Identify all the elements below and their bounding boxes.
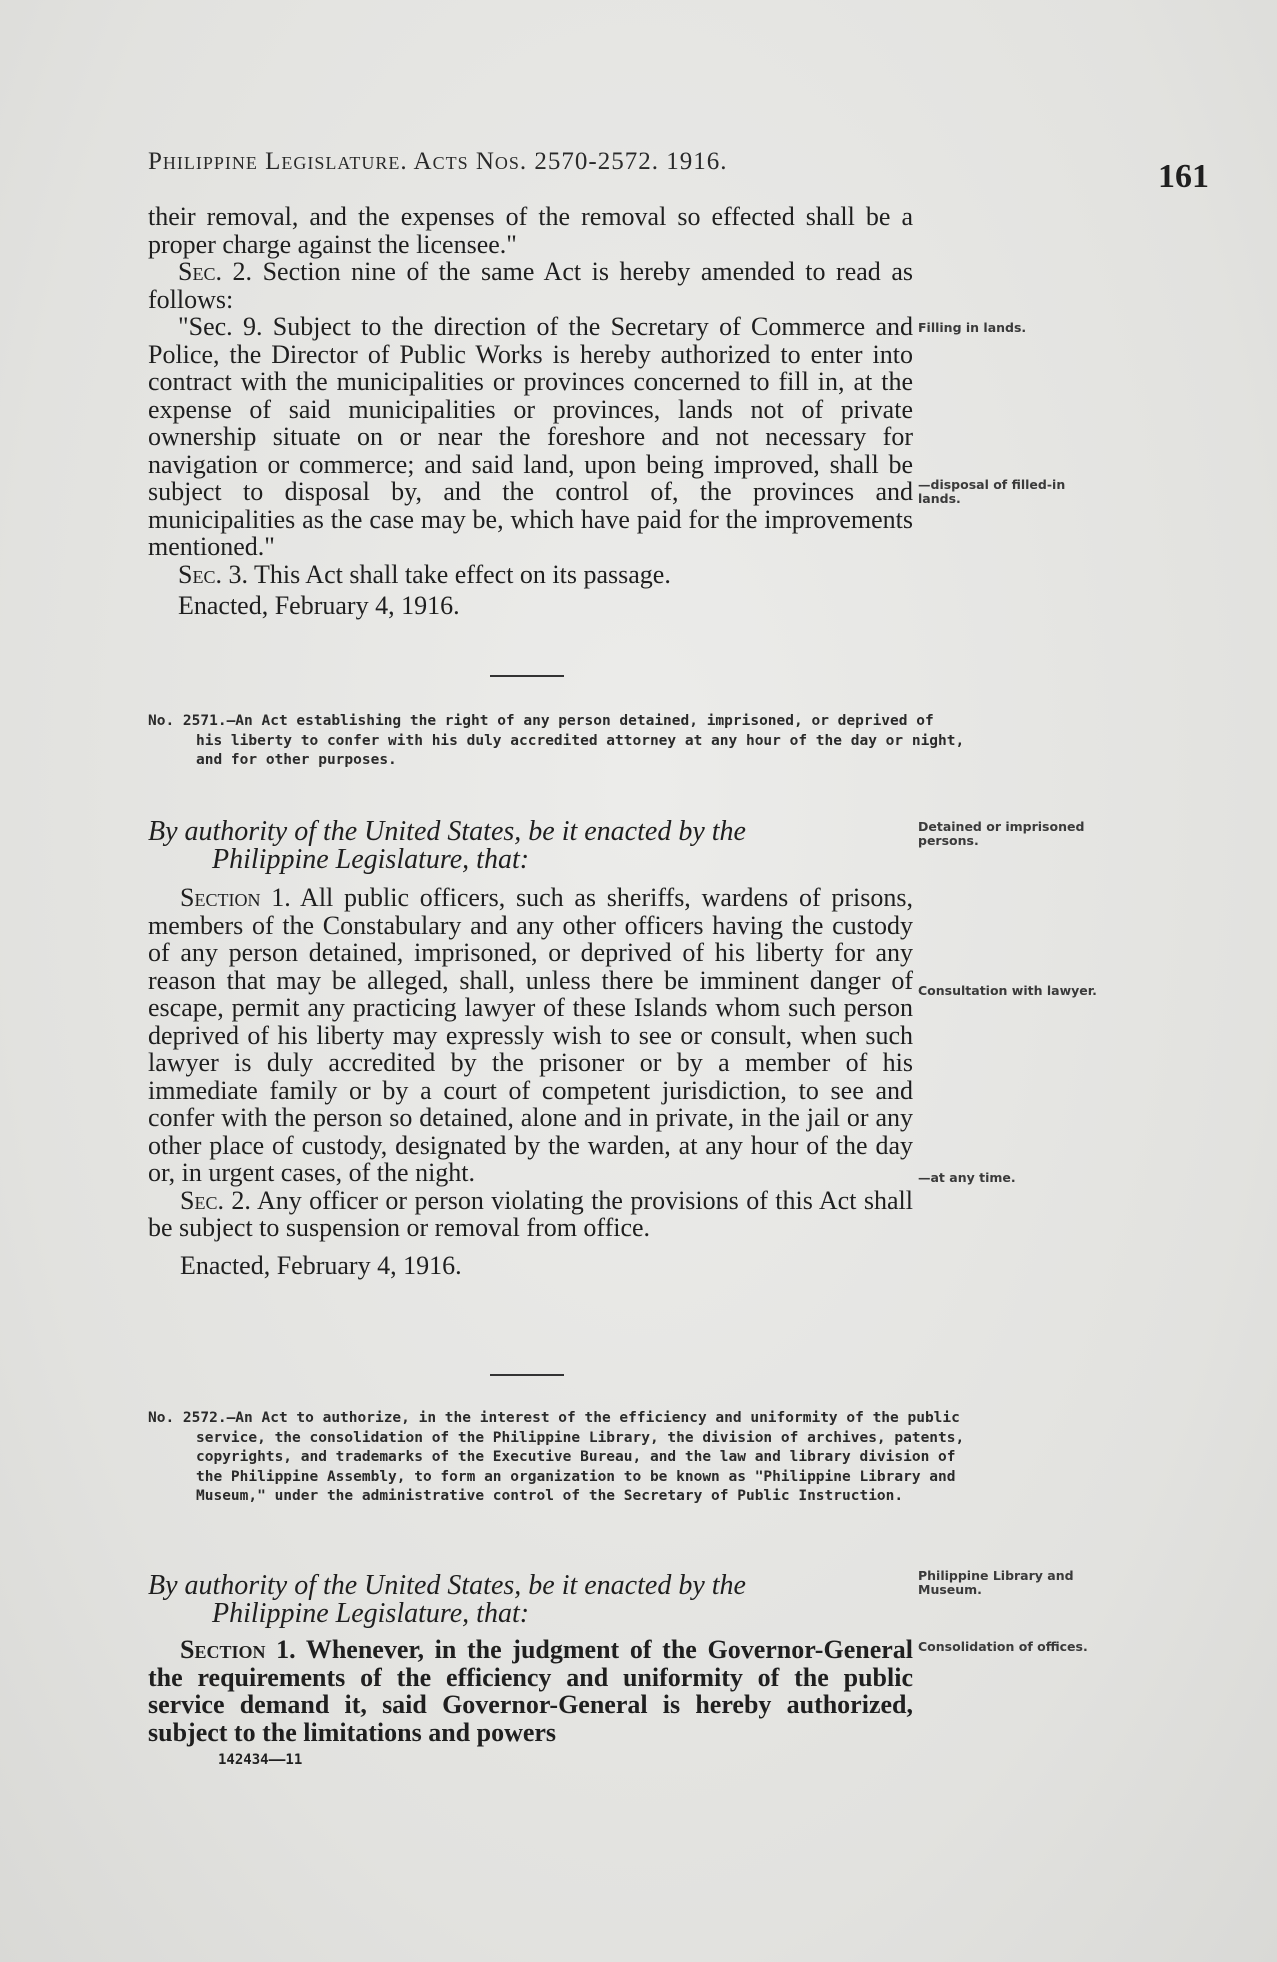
running-head: Philippine Legislature. Acts Nos. 2570-2572. 1916. bbox=[148, 148, 728, 175]
act-summary: No. 2572.—An Act to authorize, in the interest of the efficiency and uniformity of the public service, the consolidation of the Philippine Library, the division of archives, patents, copyrights, and trademarks of the Executive Bureau, and the law and library division of the Philippine Assembly, to form an organization to be known as "Philippine Library and Museum," under the administrative control of the Secretary of Public Instruction. bbox=[148, 1410, 965, 1504]
enacting-line: Philippine Legislature, that: bbox=[212, 1598, 530, 1629]
section-divider bbox=[490, 1374, 564, 1376]
paragraph bbox=[148, 884, 913, 1187]
section-label: Sec. 3. bbox=[178, 559, 248, 589]
enacted-date: Enacted, February 4, 1916. bbox=[180, 1250, 462, 1280]
section-label: Sec. 2. bbox=[178, 257, 253, 286]
act-summary: No. 2571.—An Act establishing the right of any person detained, imprisoned, or deprived of his liberty to confer with his duly accredited attorney at any hour of the day or night, and for other purposes. bbox=[148, 713, 965, 768]
margin-note: Consolidation of offices. bbox=[918, 1639, 1088, 1654]
act-2570-body bbox=[148, 203, 913, 620]
section-text: All public officers, such as sheriffs, wardens of prisons, members of the Constabulary and any other officers having the custody of any person detained, imprisoned, or deprived of his liberty for any reason that may be alleged, shall, unless there be imminent danger of escape, permit any practicing lawyer of these Islands whom such person deprived of his liberty may expressly wish to see or consult, when such lawyer is duly accredited by the prisoner or by a member of his immediate family or by a court of competent jurisdiction, to see and confer with the person so detained, alone and in private, in the jail or any other place of custody, designated by the warden, at any hour of the day or, in urgent cases, of the night. bbox=[148, 883, 914, 1187]
margin-note: —disposal of filled-in lands. bbox=[918, 477, 1066, 506]
section-text: Whenever, in the judgment of the Governor-General the requirements of the efficiency and uniformity of the public service demand it, said Governor-General is hereby authorized, subject to the limitations and powers bbox=[148, 1635, 913, 1747]
paragraph bbox=[148, 1187, 913, 1242]
act-2572-body bbox=[148, 1636, 913, 1746]
section-label: Section 1. bbox=[180, 1635, 296, 1664]
act-2571-body bbox=[148, 884, 913, 1279]
section-text: Section nine of the same Act is hereby amended to read as follows: bbox=[148, 257, 913, 314]
margin-note: —at any time. bbox=[918, 1170, 1016, 1185]
paragraph bbox=[148, 258, 913, 313]
section-divider bbox=[490, 675, 564, 677]
enacting-clause bbox=[148, 1572, 918, 1628]
paragraph: their removal, and the expenses of the removal so effected shall be a proper charge against the licensee." bbox=[148, 202, 913, 259]
section-label: Section 1. bbox=[180, 883, 291, 912]
enacting-line: Philippine Legislature, that: bbox=[212, 844, 530, 875]
margin-note: Detained or imprisoned persons. bbox=[918, 819, 1085, 848]
signature-mark: 142434——11 bbox=[218, 1752, 303, 1768]
enacting-line: By authority of the United States, be it enacted by the bbox=[148, 816, 746, 847]
page-number: 161 bbox=[1158, 158, 1209, 195]
margin-note: Filling in lands. bbox=[918, 320, 1027, 335]
margin-note: Philippine Library and Museum. bbox=[918, 1568, 1074, 1597]
paragraph: "Sec. 9. Subject to the direction of the Secretary of Commerce and Police, the Director of Public Works is hereby authorized to enter into contract with the municipalities or provinces concerned to fill in, at the expense of said municipalities or provinces, lands not of private ownership situate on or near the foreshore and not necessary for navigation or commerce; and said land, upon being improved, shall be subject to disposal by, and the control of, the provinces and municipalities as the case may be, which have paid for the improvements mentioned." bbox=[148, 312, 913, 561]
section-label: Sec. 2. bbox=[180, 1185, 251, 1215]
paragraph bbox=[148, 561, 913, 589]
section-text: This Act shall take effect on its passage. bbox=[247, 559, 671, 589]
margin-note: Consultation with lawyer. bbox=[918, 983, 1097, 998]
enacted-date: Enacted, February 4, 1916. bbox=[178, 591, 460, 620]
paragraph bbox=[148, 1636, 913, 1746]
section-text: Any officer or person violating the provisions of this Act shall be subject to suspension or removal from office. bbox=[148, 1185, 913, 1242]
enacting-line: By authority of the United States, be it enacted by the bbox=[148, 1570, 746, 1601]
enacting-clause bbox=[148, 818, 918, 874]
